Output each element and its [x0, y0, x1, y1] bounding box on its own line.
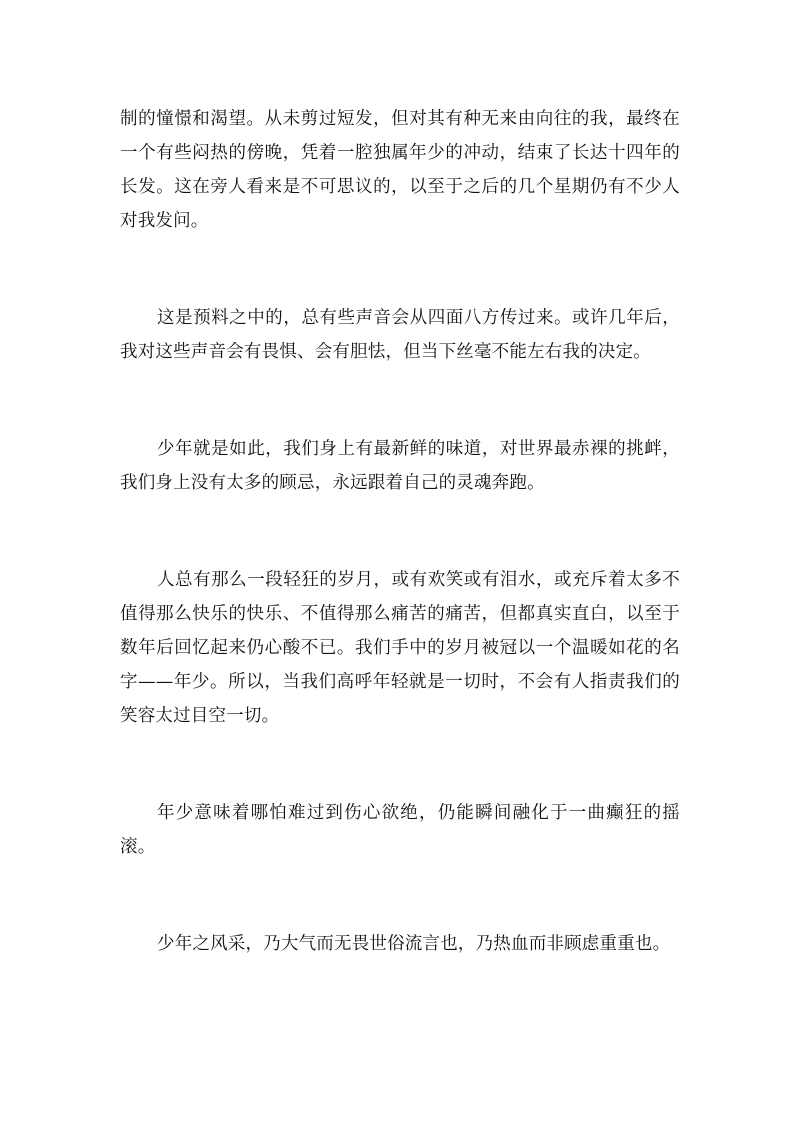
paragraph-1: 制的憧憬和渴望。从未剪过短发，但对其有种无来由向往的我，最终在一个有些闷热的傍晚，凭着一腔独属年少的冲动，结束了长达十四年的长发。这在旁人看来是不可思议的，以至于之后的几个星期仍有不少人对我发问。 — [120, 109, 680, 231]
paragraph-4: 人总有那么一段轻狂的岁月，或有欢笑或有泪水，或充斥着太多不值得那么快乐的快乐、不值得那么痛苦的痛苦，但都真实直白，以至于数年后回忆起来仍心酸不已。我们手中的岁月被冠以一个温暖如花的名字——年少。所以，当我们高呼年轻就是一切时，不会有人指责我们的笑容太过目空一切。 — [120, 570, 680, 726]
paragraph-3: 少年就是如此，我们身上有最新鲜的味道，对世界最赤裸的挑衅，我们身上没有太多的顾忌，永远跟着自己的灵魂奔跑。 — [120, 439, 680, 493]
paragraph-5: 年少意味着哪怕难过到伤心欲绝，仍能瞬间融化于一曲癫狂的摇滚。 — [120, 803, 680, 857]
paragraph-2: 这是预料之中的，总有些声音会从四面八方传过来。或许几年后，我对这些声音会有畏惧、会有胆怯，但当下丝毫不能左右我的决定。 — [120, 308, 680, 362]
paragraph-6: 少年之风采，乃大气而无畏世俗流言也，乃热血而非顾虑重重也。 — [157, 934, 671, 954]
